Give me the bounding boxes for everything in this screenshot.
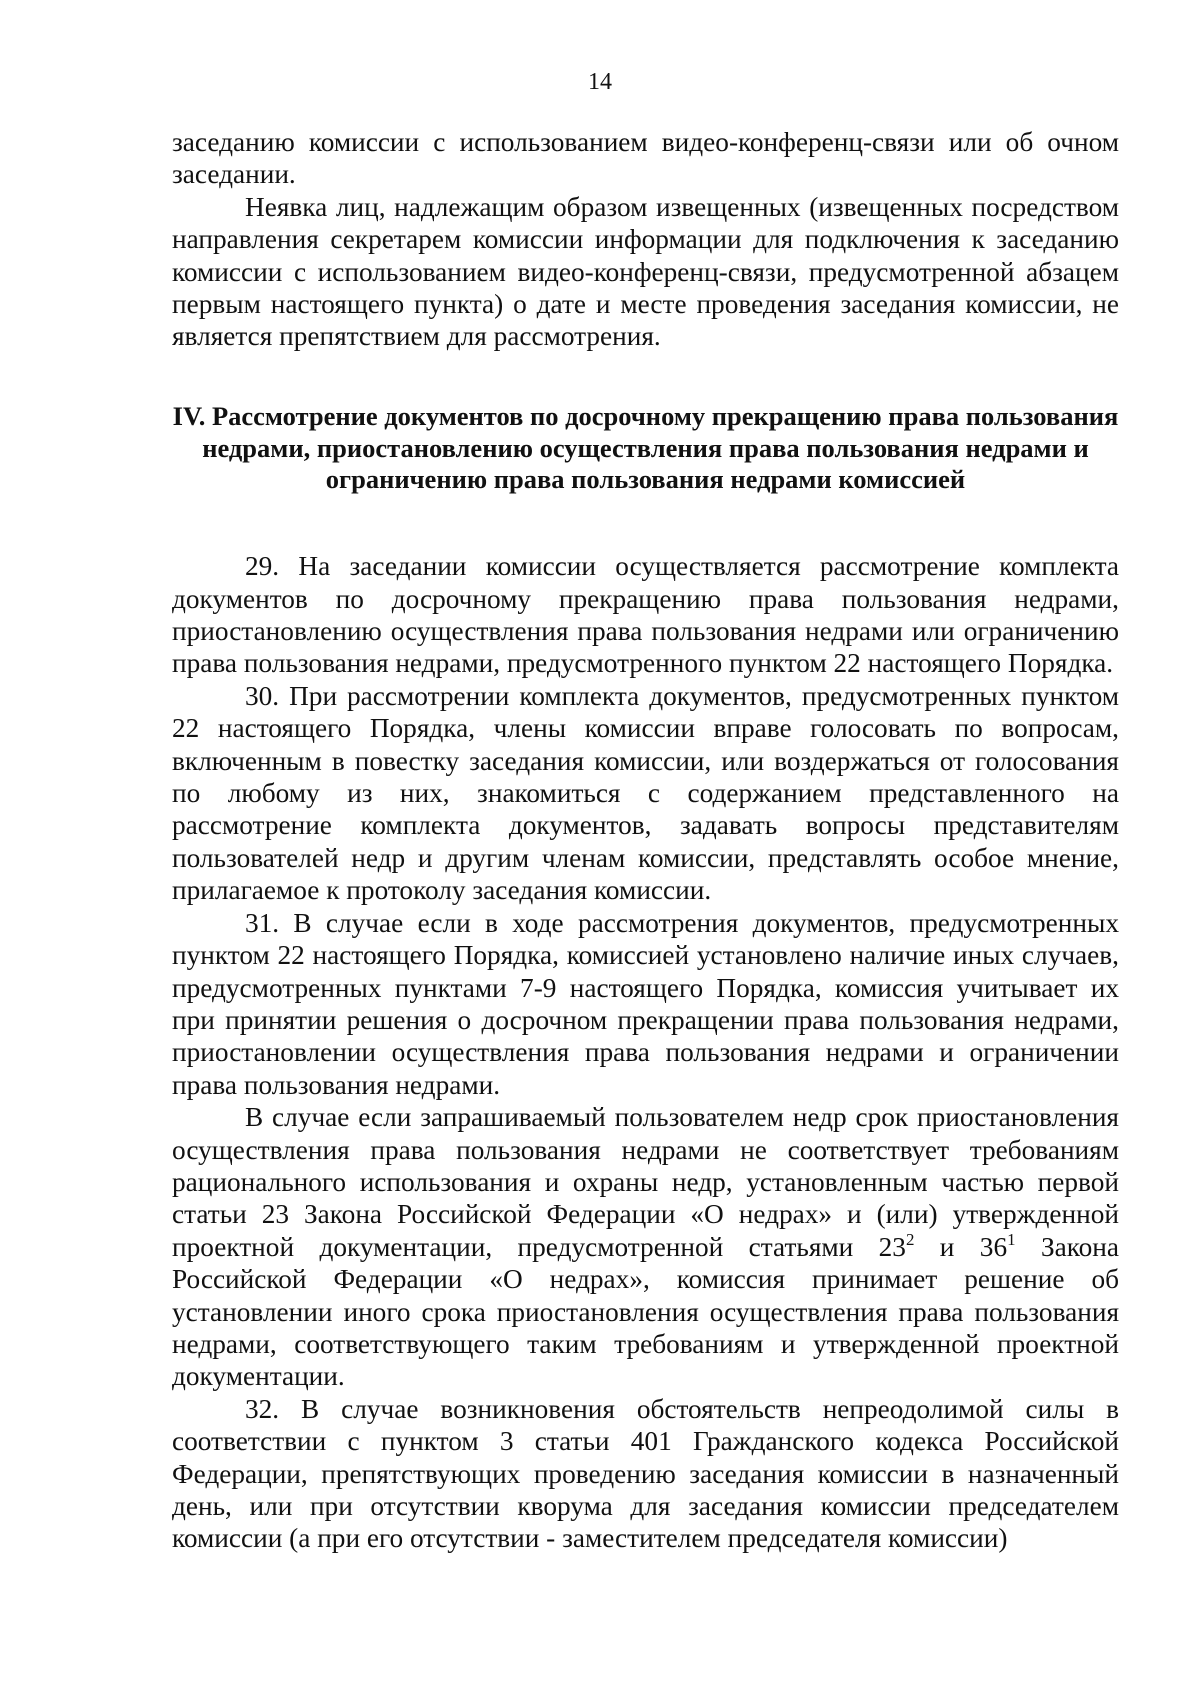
- paragraph-31: 31. В случае если в ходе рассмотрения документов, предусмотренных пунктом 22 настоящего Порядка, комиссией установлено наличие иных случаев, предусмотренных пунктами 7-9 настоящего Порядка, комиссия учитывает их при принятии решения о досрочном прекращении права пользования недрами, приостановлении осуществления права пользования недрами и ограничении права пользования недрами.: [172, 907, 1119, 1100]
- paragraph-31-term: [172, 1101, 1119, 1393]
- paragraph-32: 32. В случае возникновения обстоятельств непреодолимой силы в соответствии с пунктом 3 статьи 401 Гражданского кодекса Российской Федерации, препятствующих проведению заседания комиссии в назначенный день, или при отсутствии кворума для заседания комиссии председателем комиссии (а при его отсутствии - заместителем председателя комиссии): [172, 1393, 1119, 1554]
- paragraph-30: 30. При рассмотрении комплекта документов, предусмотренных пунктом 22 настоящего Порядка, члены комиссии вправе голосовать по вопросам, включенным в повестку заседания комиссии, или воздержаться от голосования по любому из них, знакомиться с содержанием представленного на рассмотрение комплекта документов, задавать вопросы представителям пользователей недр и другим членам комиссии, представлять особое мнение, прилагаемое к протоколу заседания комиссии.: [172, 680, 1119, 906]
- paragraph-continuation: заседанию комиссии с использованием видео-конференц-связи или об очном заседании.: [172, 127, 1119, 190]
- text-fragment: В случае если запрашиваемый пользователем недр срок приостановления осуществления права пользования недрами не соответствует требованиям рационального использования и охраны недр, установленным частью первой статьи 23 Закона Российской Федерации «О недрах» и (или) утвержденной проектной документации, предусмотренной статьями 23: [172, 1102, 1119, 1262]
- text-column: [172, 126, 1119, 1555]
- text-fragment: и 36: [914, 1231, 1008, 1262]
- text-fragment: Закона Российской Федерации «О недрах», комиссия принимает решение об установлении иного срока приостановления осуществления права пользования недрами, соответствующего таким требованиям и утвержденной проектной документации.: [172, 1231, 1119, 1392]
- section-heading: IV. Рассмотрение документов по досрочному прекращению права пользования недрами, приостановлению осуществления права пользования недрами и ограничению права пользования недрами комиссией: [172, 400, 1119, 495]
- paragraph-29: 29. На заседании комиссии осуществляется рассмотрение комплекта документов по досрочному прекращению права пользования недрами, приостановлению осуществления права пользования недрами или ограничению права пользования недрами, предусмотренного пунктом 22 настоящего Порядка.: [172, 551, 1119, 679]
- superscript: 2: [905, 1229, 915, 1249]
- superscript: 1: [1007, 1229, 1016, 1249]
- paragraph-non-appearance: Неявка лиц, надлежащим образом извещенных (извещенных посредством направления секретарем комиссии информации для подключения к заседанию комиссии с использованием видео-конференц-связи, предусмотренной абзацем первым настоящего пункта) о дате и месте проведения заседания комиссии, не является препятствием для рассмотрения.: [172, 191, 1119, 352]
- page-number: 14: [588, 69, 612, 95]
